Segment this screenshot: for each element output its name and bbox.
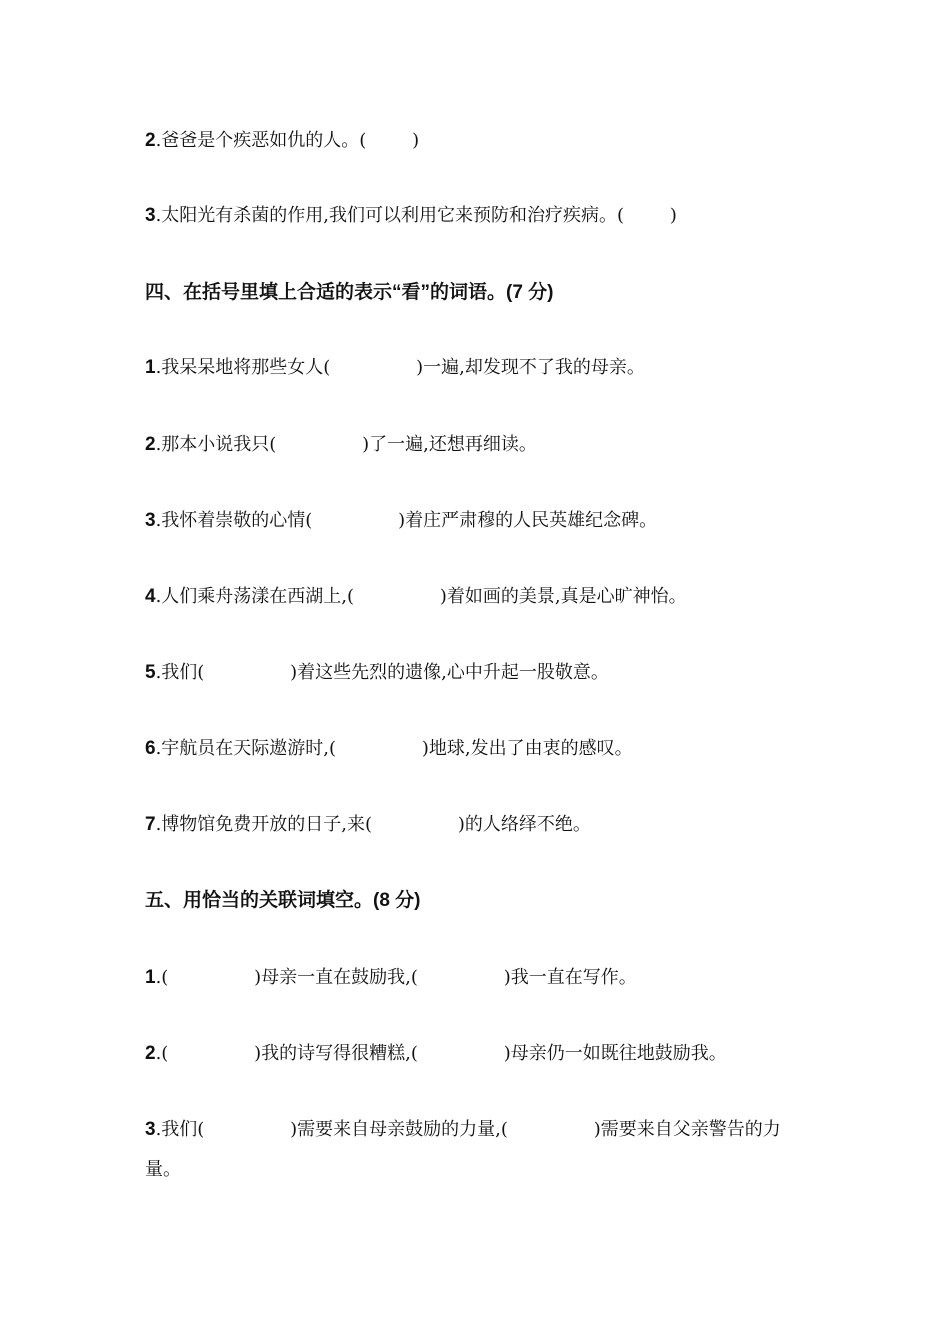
question-number: 2: [145, 130, 156, 151]
section-heading: 四、在括号里填上合适的表示“看”的词语。(7 分): [145, 282, 554, 303]
question-text: .人们乘舟荡漾在西湖上,( )着如画的美景,真是心旷神怡。: [155, 586, 687, 607]
question-number: 6: [145, 738, 156, 759]
question-item: [145, 663, 609, 683]
question-text: .爸爸是个疾恶如仇的人。( ): [155, 130, 420, 151]
question-number: 5: [145, 662, 156, 683]
question-item: [145, 206, 677, 226]
question-number: 2: [145, 434, 156, 455]
question-number: 3: [145, 510, 156, 531]
question-item: [145, 511, 657, 531]
question-item: [145, 1110, 810, 1190]
question-text: .我们( )需要来自母亲鼓励的力量,( )需要来自父亲警告的力量。: [145, 1119, 781, 1180]
question-item: [145, 1044, 727, 1064]
question-text: .我呆呆地将那些女人( )一遍,却发现不了我的母亲。: [155, 357, 645, 378]
question-number: 1: [145, 967, 156, 988]
section-heading: 五、用恰当的关联词填空。(8 分): [145, 890, 421, 911]
question-number: 3: [145, 205, 156, 226]
question-item: [145, 968, 637, 988]
question-text: .我们( )着这些先烈的遗像,心中升起一股敬意。: [155, 662, 609, 683]
question-text: .( )我的诗写得很糟糕,( )母亲仍一如既往地鼓励我。: [155, 1043, 727, 1064]
question-item: [145, 435, 537, 455]
question-number: 3: [145, 1119, 156, 1140]
question-item: [145, 587, 687, 607]
question-number: 2: [145, 1043, 156, 1064]
question-item: [145, 739, 633, 759]
question-number: 7: [145, 814, 156, 835]
question-text: .博物馆免费开放的日子,来( )的人络绎不绝。: [155, 814, 591, 835]
question-item: [145, 358, 645, 378]
question-item: [145, 815, 591, 835]
question-text: .我怀着崇敬的心情( )着庄严肃穆的人民英雄纪念碑。: [155, 510, 658, 531]
question-number: 4: [145, 586, 156, 607]
question-text: .宇航员在天际遨游时,( )地球,发出了由衷的感叹。: [155, 738, 633, 759]
question-text: .那本小说我只( )了一遍,还想再细读。: [155, 434, 537, 455]
question-number: 1: [145, 357, 156, 378]
question-text: .( )母亲一直在鼓励我,( )我一直在写作。: [155, 967, 637, 988]
question-item: [145, 131, 419, 151]
question-text: .太阳光有杀菌的作用,我们可以利用它来预防和治疗疾病。( ): [155, 205, 677, 226]
